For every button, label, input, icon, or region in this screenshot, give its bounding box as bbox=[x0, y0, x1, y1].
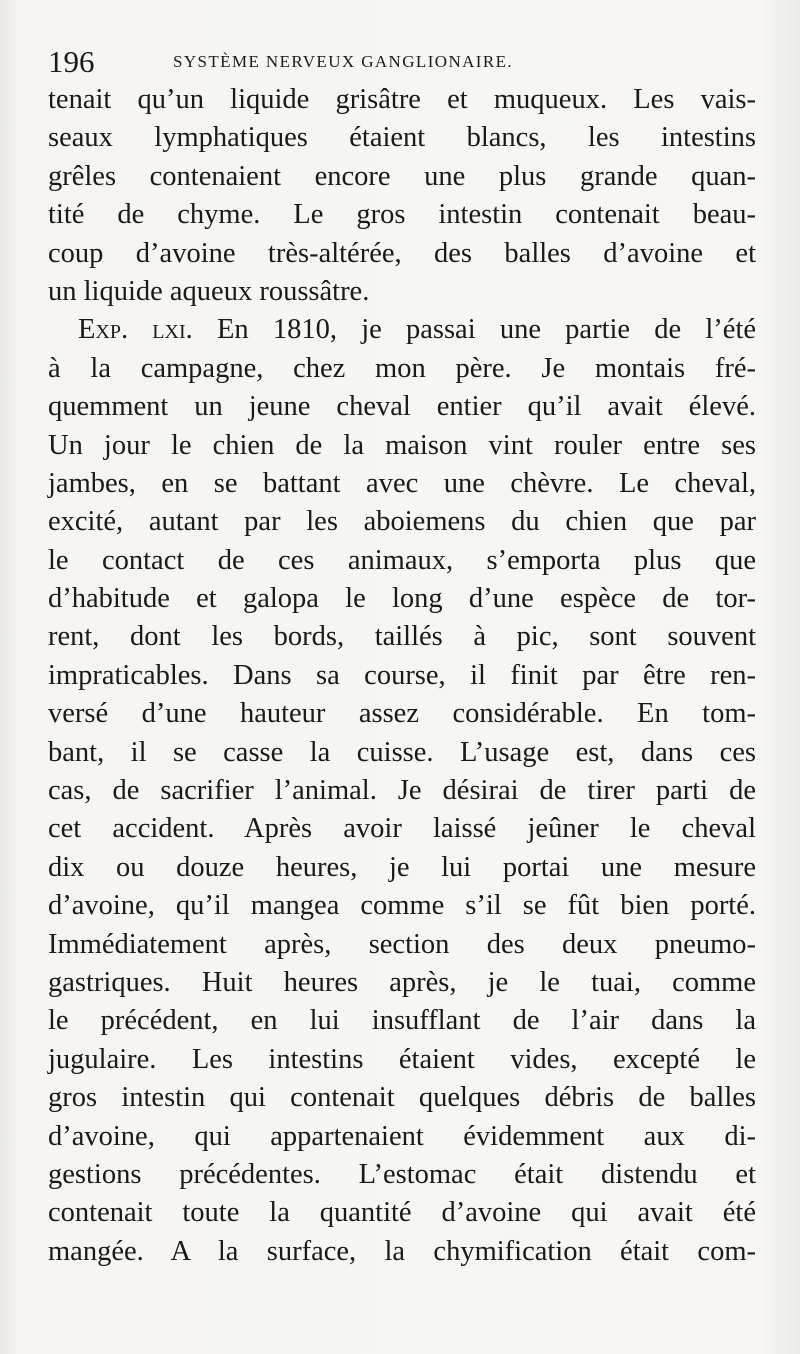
text-line: contenait toute la quantité d’avoine qui avait été bbox=[48, 1197, 756, 1229]
text-line: Un jour le chien de la maison vint rouler entre ses bbox=[48, 429, 756, 461]
text-line: Immédiatement après, section des deux pneumo- bbox=[48, 928, 756, 960]
text-line: impraticables. Dans sa course, il finit par être ren- bbox=[48, 659, 756, 691]
text-line: rent, dont les bords, taillés à pic, sont souvent bbox=[48, 621, 756, 653]
paragraph bbox=[48, 81, 756, 311]
page-header bbox=[48, 40, 760, 84]
experiment-label: Exp. lxi. bbox=[78, 314, 193, 346]
text-line: cet accident. Après avoir laissé jeûner le cheval bbox=[48, 813, 756, 845]
text-line: d’avoine, qui appartenaient évidemment aux di- bbox=[48, 1120, 756, 1152]
text-line: le précédent, en lui insufflant de l’air dans la bbox=[48, 1005, 756, 1037]
text-line: quemment un jeune cheval entier qu’il avait élevé. bbox=[48, 391, 756, 423]
text-line: seaux lymphatiques étaient blancs, les intestins bbox=[48, 122, 756, 154]
text-line: coup d’avoine très-altérée, des balles d’avoine et bbox=[48, 237, 756, 269]
text-line: tité de chyme. Le gros intestin contenait beau- bbox=[48, 199, 756, 231]
text-line: d’habitude et galopa le long d’une espèce de tor- bbox=[48, 583, 756, 615]
text-line: à la campagne, chez mon père. Je montais fré- bbox=[48, 352, 756, 384]
text-line: mangée. A la surface, la chymification était com- bbox=[48, 1235, 756, 1267]
body-text bbox=[48, 81, 756, 1271]
text-segment: En 1810, je passai une partie de l’été bbox=[216, 314, 757, 346]
text-line: un liquide aqueux roussâtre. bbox=[48, 275, 370, 307]
running-head: SYSTÈME NERVEUX GANGLIONAIRE. bbox=[173, 52, 514, 71]
paragraph bbox=[48, 311, 756, 1271]
text-line: versé d’une hauteur assez considérable. En tom- bbox=[48, 698, 756, 730]
page-number: 196 bbox=[48, 44, 95, 79]
text-line bbox=[48, 311, 756, 349]
text-line: gastriques. Huit heures après, je le tuai, comme bbox=[48, 966, 756, 998]
text-line: gestions précédentes. L’estomac était distendu et bbox=[48, 1158, 756, 1190]
text-line: grêles contenaient encore une plus grande quan- bbox=[48, 160, 756, 192]
text-line: d’avoine, qu’il mangea comme s’il se fût bien porté. bbox=[48, 890, 756, 922]
text-line: le contact de ces animaux, s’emporta plus que bbox=[48, 544, 756, 576]
text-line: bant, il se casse la cuisse. L’usage est, dans ces bbox=[48, 736, 756, 768]
text-line: gros intestin qui contenait quelques débris de balles bbox=[48, 1082, 756, 1114]
text-line: jugulaire. Les intestins étaient vides, excepté le bbox=[48, 1043, 756, 1075]
text-line: tenait qu’un liquide grisâtre et muqueux. Les vais- bbox=[48, 84, 756, 115]
text-line: jambes, en se battant avec une chèvre. Le cheval, bbox=[48, 467, 756, 499]
text-line: excité, autant par les aboiemens du chien que par bbox=[48, 506, 756, 538]
text-line: dix ou douze heures, je lui portai une mesure bbox=[48, 851, 756, 883]
text-line: cas, de sacrifier l’animal. Je désirai de tirer parti de bbox=[48, 775, 756, 807]
